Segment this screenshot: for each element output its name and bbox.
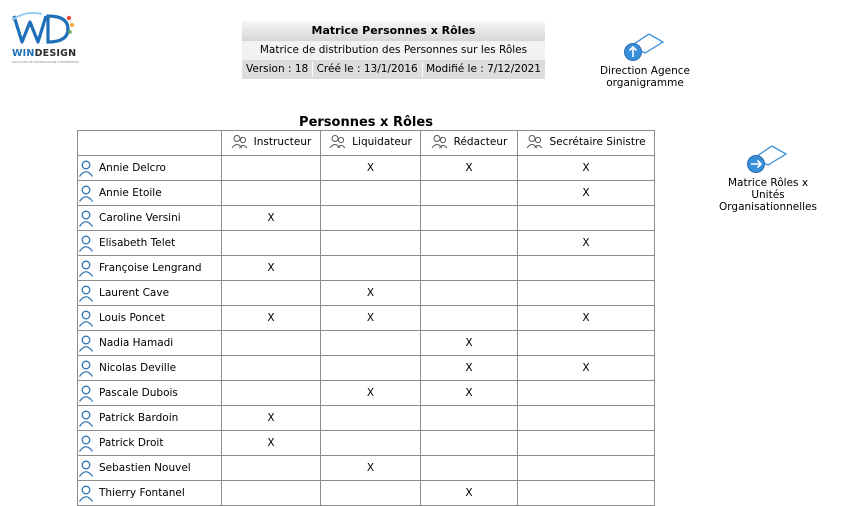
person-icon — [78, 285, 94, 302]
assignment-cell[interactable] — [321, 331, 421, 356]
assignment-cell[interactable] — [421, 281, 518, 306]
assignment-cell[interactable]: X — [321, 306, 421, 331]
link-label-line2: Organisationnelles — [719, 201, 817, 213]
version-label: Version : 18 — [246, 63, 309, 75]
assignment-cell[interactable]: X — [321, 281, 421, 306]
assignment-cell[interactable]: X — [518, 306, 655, 331]
person-name: Pascale Dubois — [99, 387, 178, 399]
person-name: Elisabeth Telet — [99, 237, 176, 249]
person-cell[interactable] — [78, 256, 222, 281]
person-name: Annie Delcro — [99, 162, 166, 174]
person-icon — [78, 460, 94, 477]
assignment-cell[interactable] — [518, 456, 655, 481]
person-name: Françoise Lengrand — [99, 262, 202, 274]
assignment-cell[interactable] — [222, 156, 321, 181]
person-name: Louis Poncet — [99, 312, 165, 324]
person-icon — [78, 210, 94, 227]
windesign-logo-icon — [8, 8, 74, 48]
person-name: Laurent Cave — [99, 287, 170, 299]
person-cell[interactable] — [78, 331, 222, 356]
table-row — [78, 456, 655, 481]
person-icon — [78, 185, 94, 202]
assignment-cell[interactable] — [518, 481, 655, 506]
assignment-cell[interactable] — [321, 206, 421, 231]
table-row — [78, 206, 655, 231]
assignment-cell[interactable] — [421, 206, 518, 231]
assignment-cell[interactable] — [421, 431, 518, 456]
assignment-cell[interactable]: X — [421, 356, 518, 381]
person-cell[interactable] — [78, 456, 222, 481]
assignment-cell[interactable]: X — [518, 231, 655, 256]
table-row — [78, 281, 655, 306]
logo-brand-text: WINDESIGN — [12, 48, 77, 59]
table-row — [78, 331, 655, 356]
matrix-body — [78, 156, 655, 506]
assignment-cell[interactable] — [518, 256, 655, 281]
person-cell[interactable] — [78, 431, 222, 456]
assignment-cell[interactable]: X — [321, 381, 421, 406]
role-label: Instructeur — [253, 135, 312, 148]
assignment-cell[interactable] — [321, 356, 421, 381]
link-label: Direction Agence organigramme — [600, 65, 690, 89]
person-name: Sebastien Nouvel — [99, 462, 191, 474]
document-metadata — [242, 60, 545, 79]
person-name: Nadia Hamadi — [99, 337, 174, 349]
assignment-cell[interactable] — [222, 281, 321, 306]
person-icon — [78, 485, 94, 502]
table-row — [78, 481, 655, 506]
page-subtitle: Matrice de distribution des Personnes sur les Rôles — [242, 41, 545, 60]
person-name: Nicolas Deville — [99, 362, 177, 374]
person-icon — [78, 435, 94, 452]
assignment-cell[interactable] — [421, 406, 518, 431]
assignment-cell[interactable]: X — [222, 256, 321, 281]
table-row — [78, 431, 655, 456]
assignment-cell[interactable]: X — [518, 156, 655, 181]
person-name: Patrick Droit — [99, 437, 164, 449]
assignment-cell[interactable] — [222, 231, 321, 256]
person-name: Caroline Versini — [99, 212, 181, 224]
assignment-cell[interactable] — [321, 181, 421, 206]
link-matrice-roles-unites[interactable] — [718, 144, 818, 213]
person-icon — [78, 235, 94, 252]
person-icon — [78, 410, 94, 427]
assignment-cell[interactable] — [321, 431, 421, 456]
person-cell[interactable] — [78, 206, 222, 231]
role-header-liquidateur[interactable] — [321, 131, 421, 156]
assignment-cell[interactable] — [421, 256, 518, 281]
assignment-cell[interactable] — [518, 331, 655, 356]
role-header-instructeur[interactable] — [222, 131, 321, 156]
person-name: Thierry Fontanel — [99, 487, 185, 499]
assignment-cell[interactable]: X — [222, 306, 321, 331]
role-header-redacteur[interactable] — [421, 131, 518, 156]
table-row — [78, 231, 655, 256]
assignment-cell[interactable]: X — [222, 431, 321, 456]
assignment-cell[interactable] — [321, 256, 421, 281]
assignment-cell[interactable] — [518, 281, 655, 306]
role-label: Liquidateur — [352, 135, 412, 148]
link-label-line1: Matrice Rôles x Unités — [727, 177, 809, 201]
assignment-cell[interactable]: X — [518, 181, 655, 206]
person-cell[interactable] — [78, 281, 222, 306]
table-row — [78, 156, 655, 181]
person-icon — [78, 310, 94, 327]
role-label: Rédacteur — [453, 135, 508, 148]
assignment-cell[interactable] — [518, 406, 655, 431]
assignment-cell[interactable]: X — [421, 481, 518, 506]
person-icon — [78, 335, 94, 352]
person-name: Patrick Bardoin — [99, 412, 179, 424]
table-row — [78, 256, 655, 281]
windesign-logo — [8, 8, 79, 64]
assignment-cell[interactable] — [421, 306, 518, 331]
assignment-cell[interactable] — [222, 356, 321, 381]
role-icon — [431, 134, 448, 149]
nav-up-icon — [623, 32, 667, 62]
link-direction-agence[interactable] — [560, 32, 730, 89]
matrix-header-row — [78, 131, 655, 156]
assignment-cell[interactable]: X — [222, 406, 321, 431]
created-date: Créé le : 13/1/2016 — [316, 63, 418, 75]
person-cell[interactable] — [78, 231, 222, 256]
assignment-cell[interactable] — [222, 181, 321, 206]
person-cell[interactable] — [78, 156, 222, 181]
person-cell[interactable] — [78, 381, 222, 406]
table-row — [78, 406, 655, 431]
assignment-cell[interactable] — [421, 231, 518, 256]
assignment-cell[interactable] — [421, 181, 518, 206]
table-row — [78, 356, 655, 381]
assignment-cell[interactable]: X — [421, 156, 518, 181]
assignment-cell[interactable] — [222, 381, 321, 406]
persons-roles-matrix — [77, 130, 655, 506]
assignment-cell[interactable]: X — [321, 456, 421, 481]
person-cell[interactable] — [78, 181, 222, 206]
person-icon — [78, 260, 94, 277]
assignment-cell[interactable] — [222, 456, 321, 481]
nav-next-icon — [746, 144, 790, 174]
person-icon — [78, 160, 94, 177]
logo-tagline: SOLUTION DE MODELISATION D'ENTREPRISE — [12, 60, 79, 64]
assignment-cell[interactable]: X — [421, 331, 518, 356]
assignment-cell[interactable]: X — [518, 356, 655, 381]
matrix-corner-cell — [78, 131, 222, 156]
person-icon — [78, 360, 94, 377]
assignment-cell[interactable]: X — [222, 206, 321, 231]
modified-date: Modifié le : 7/12/2021 — [426, 63, 541, 75]
role-header-secretaire-sinistre[interactable] — [518, 131, 655, 156]
person-cell[interactable] — [78, 356, 222, 381]
table-row — [78, 181, 655, 206]
role-icon — [329, 134, 346, 149]
assignment-cell[interactable] — [321, 481, 421, 506]
person-cell[interactable] — [78, 481, 222, 506]
page-title: Matrice Personnes x Rôles — [242, 21, 545, 41]
person-name: Annie Etoile — [99, 187, 162, 199]
assignment-cell[interactable] — [518, 381, 655, 406]
person-cell[interactable] — [78, 306, 222, 331]
matrix-title: Personnes x Rôles — [299, 115, 433, 130]
assignment-cell[interactable] — [421, 456, 518, 481]
assignment-cell[interactable]: X — [421, 381, 518, 406]
assignment-cell[interactable] — [321, 231, 421, 256]
assignment-cell[interactable] — [222, 481, 321, 506]
person-cell[interactable] — [78, 406, 222, 431]
assignment-cell[interactable] — [321, 406, 421, 431]
document-header — [242, 21, 545, 79]
assignment-cell[interactable]: X — [321, 156, 421, 181]
table-row — [78, 381, 655, 406]
assignment-cell[interactable] — [222, 331, 321, 356]
role-icon — [231, 134, 248, 149]
person-icon — [78, 385, 94, 402]
table-row — [78, 306, 655, 331]
role-icon — [526, 134, 543, 149]
assignment-cell[interactable] — [518, 431, 655, 456]
assignment-cell[interactable] — [518, 206, 655, 231]
role-label: Secrétaire Sinistre — [549, 135, 646, 148]
